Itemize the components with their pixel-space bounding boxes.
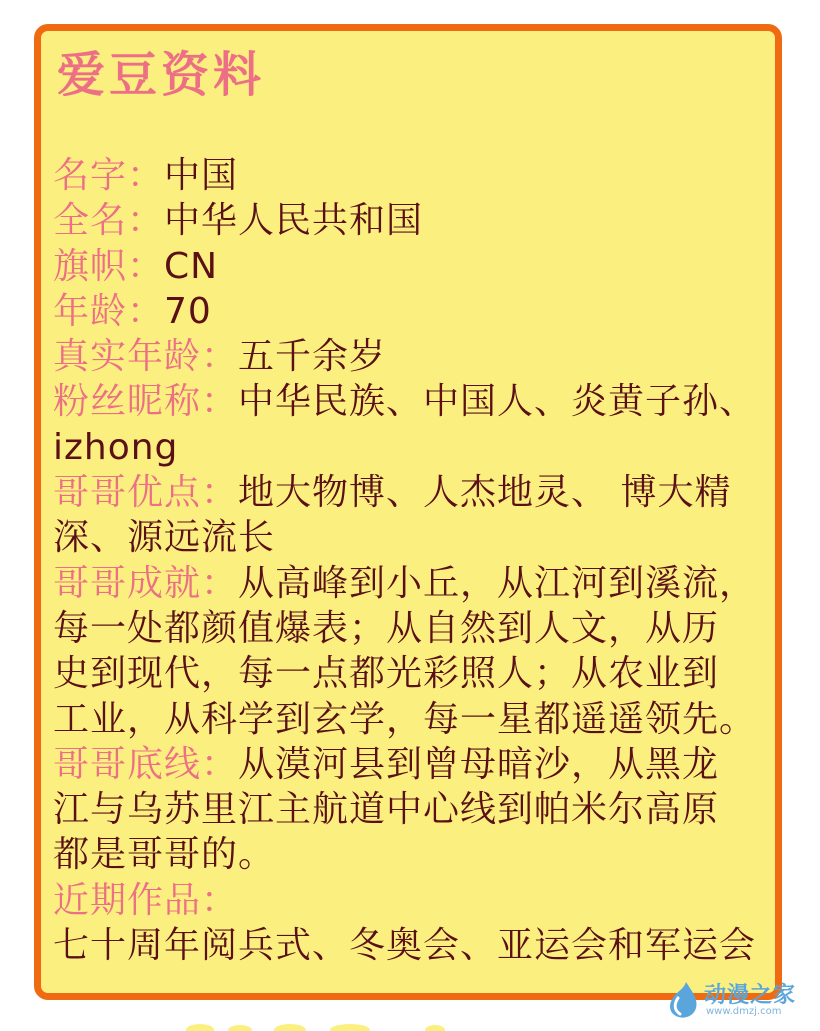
field-value: 中华人民共和国 — [164, 200, 424, 242]
field-value: 都是哥哥的。 — [53, 834, 276, 876]
profile-fields — [53, 153, 769, 968]
field-fan-nickname — [53, 379, 769, 424]
site-watermark — [664, 976, 814, 1026]
field-value: 江与乌苏里江主航道中心线到帕米尔高原 — [53, 789, 720, 831]
field-value: 70 — [164, 290, 212, 332]
page-title: 爱豆资料 — [57, 47, 266, 103]
field-bottom-line-cont — [53, 832, 769, 877]
field-value: 中华民族、中国人、炎黄子孙、 — [238, 381, 757, 423]
field-value: 五千余岁 — [238, 336, 387, 378]
field-label: 名字： — [53, 155, 165, 196]
watermark-name: 动漫之家 — [704, 983, 797, 1008]
field-label: 哥哥优点： — [53, 472, 239, 514]
field-recent-works-cont — [53, 923, 769, 968]
field-age — [53, 289, 769, 334]
field-bottom-line — [53, 742, 769, 787]
field-real-age — [53, 334, 769, 379]
field-value: 从高峰到小丘，从江河到溪流， — [238, 562, 757, 604]
field-fan-nickname-cont — [53, 425, 769, 470]
water-drop-icon — [664, 980, 700, 1020]
field-achievements-cont — [53, 697, 769, 742]
field-value: 每一处都颜值爆表；从自然到人文，从历 — [53, 607, 720, 649]
field-label: 年龄： — [53, 290, 165, 332]
field-label: 近期作品： — [53, 879, 239, 921]
watermark-url: www.dmzj.com — [706, 1006, 782, 1017]
field-value: 深、源远流长 — [53, 517, 276, 559]
field-achievements-cont — [53, 606, 769, 651]
field-name — [53, 153, 769, 198]
field-full-name — [53, 198, 769, 243]
field-value: 七十周年阅兵式、冬奥会、亚运会和军运会 — [53, 925, 757, 967]
field-value: 中国 — [164, 155, 239, 196]
field-label: 哥哥底线： — [53, 743, 239, 785]
field-value: 从漠河县到曾母暗沙，从黑龙 — [238, 743, 720, 785]
field-value: 地大物博、人杰地灵、 博大精 — [238, 472, 732, 514]
field-merits — [53, 470, 769, 515]
field-label: 粉丝昵称： — [53, 381, 239, 423]
field-merits-cont — [53, 515, 769, 560]
field-label: 哥哥成就： — [53, 562, 239, 604]
field-label: 真实年龄： — [53, 336, 239, 378]
field-achievements — [53, 561, 769, 606]
field-label: 旗帜： — [53, 245, 165, 287]
field-value: izhong — [53, 426, 179, 468]
field-label: 全名： — [53, 200, 165, 242]
idol-profile-card — [34, 24, 782, 1000]
field-flag — [53, 244, 769, 289]
bottom-decoration — [180, 1020, 460, 1031]
field-value: 工业，从科学到玄学，每一星都遥遥领先。 — [53, 698, 757, 740]
field-recent-works — [53, 878, 769, 923]
field-bottom-line-cont — [53, 787, 769, 832]
field-value: 史到现代，每一点都光彩照人；从农业到 — [53, 653, 720, 695]
field-achievements-cont — [53, 651, 769, 696]
field-value: CN — [164, 245, 219, 287]
